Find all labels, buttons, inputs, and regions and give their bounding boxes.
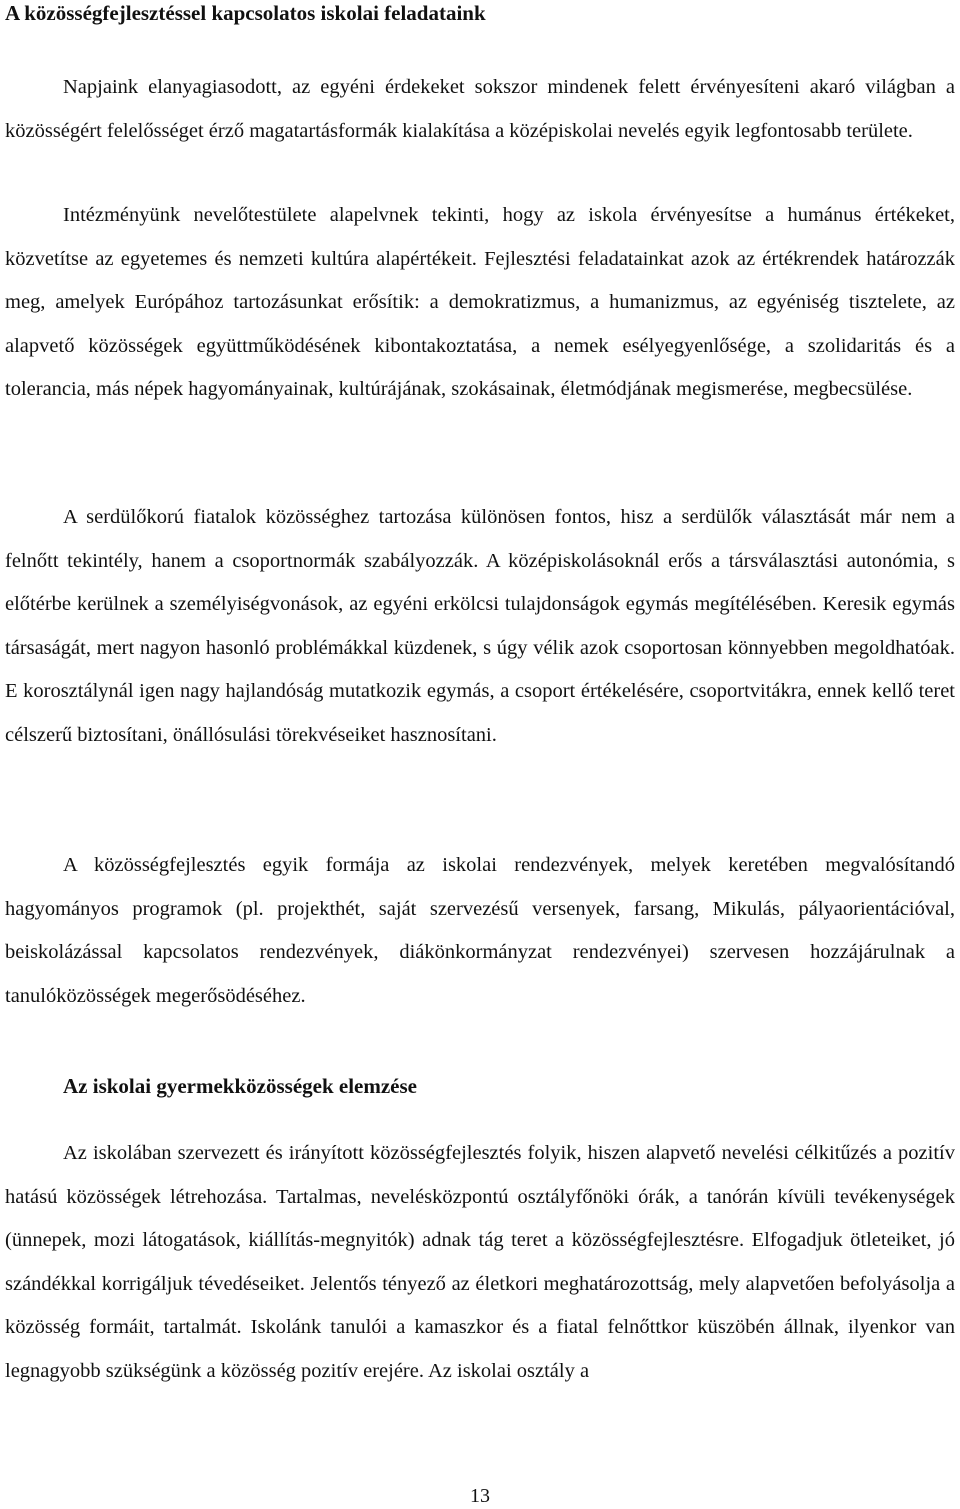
paragraph-intro: Napjaink elanyagiasodott, az egyéni érdekeket sokszor mindenek felett érvényesíteni akaró világban a közösségért felelősséget érző magatartásformák kialakítása a középiskolai nevelés egyik legfontosabb területe. <box>5 76 955 142</box>
paragraph-events: A közösségfejlesztés egyik formája az iskolai rendezvények, melyek keretében megvalósítandó hagyományos programok (pl. projekthét, saját szervezésű versenyek, farsang, Mikulás, pályaorientációval, beiskolázással kapcsolatos rendezvények, diákönkormányzat rendezvényei) szervesen hozzájárulnak a tanulóközösségek megerősödéséhez. <box>5 854 955 1007</box>
section-title: Az iskolai gyermekközösségek elemzése <box>63 1074 417 1098</box>
page-number: 13 <box>470 1485 490 1507</box>
paragraph-values: Intézményünk nevelőtestülete alapelvnek tekinti, hogy az iskola érvényesítse a humánus értékeket, közvetítse az egyetemes és nemzeti kultúra alapértékeit. Fejlesztési feladatainkat azok az értékrendek határozzák meg, amelyek Európához tartozásunkat erősítik: a demokratizmus, a humanizmus, az egyéniség tisztelete, az alapvető közösségek együttműködésének kibontakoztatása, a nemek esélyegyenlősége, a szolidaritás és a tolerancia, más népek hagyományainak, kultúrájának, szokásainak, életmódjának megismerése, megbecsülése. <box>5 204 955 400</box>
document-title: A közösségfejlesztéssel kapcsolatos iskolai feladataink <box>5 1 486 25</box>
paragraph-adolescents: A serdülőkorú fiatalok közösséghez tartozása különösen fontos, hisz a serdülők választását már nem a felnőtt tekintély, hanem a csoportnormák szabályozzák. A középiskolásoknál erős a társválasztási autonómia, s előtérbe kerülnek a személyiségvonások, az egyéni erkölcsi tulajdonságok egymás megítélésében. Keresik egymás társaságát, mert nagyon hasonló problémákkal küzdenek, s úgy vélik azok csoportosan könnyebben megoldhatóak. E korosztálynál igen nagy hajlandóság mutatkozik egymás, a csoport értékelésére, csoportvitákra, ennek kellő teret célszerű biztosítani, önállósulási törekvéseiket hasznosítani. <box>5 506 955 746</box>
paragraph-analysis: Az iskolában szervezett és irányított közösségfejlesztés folyik, hiszen alapvető nevelési célkitűzés a pozitív hatású közösségek létrehozása. Tartalmas, nevelésközpontú osztályfőnöki órák, a tanórán kívüli tevékenységek (ünnepek, mozi látogatások, kiállítás-megnyitók) adnak tág teret a közösségfejlesztésre. Elfogadjuk ötleteiket, jó szándékkal korrigáljuk tévedéseiket. Jelentős tényező az életkori meghatározottság, mely alapvetően befolyásolja a közösség formáit, tartalmát. Iskolánk tanulói a kamaszkor és a fiatal felnőttkor küszöbén állnak, ilyenkor van legnagyobb szükségünk a közösség pozitív erejére. Az iskolai osztály a <box>5 1142 955 1382</box>
